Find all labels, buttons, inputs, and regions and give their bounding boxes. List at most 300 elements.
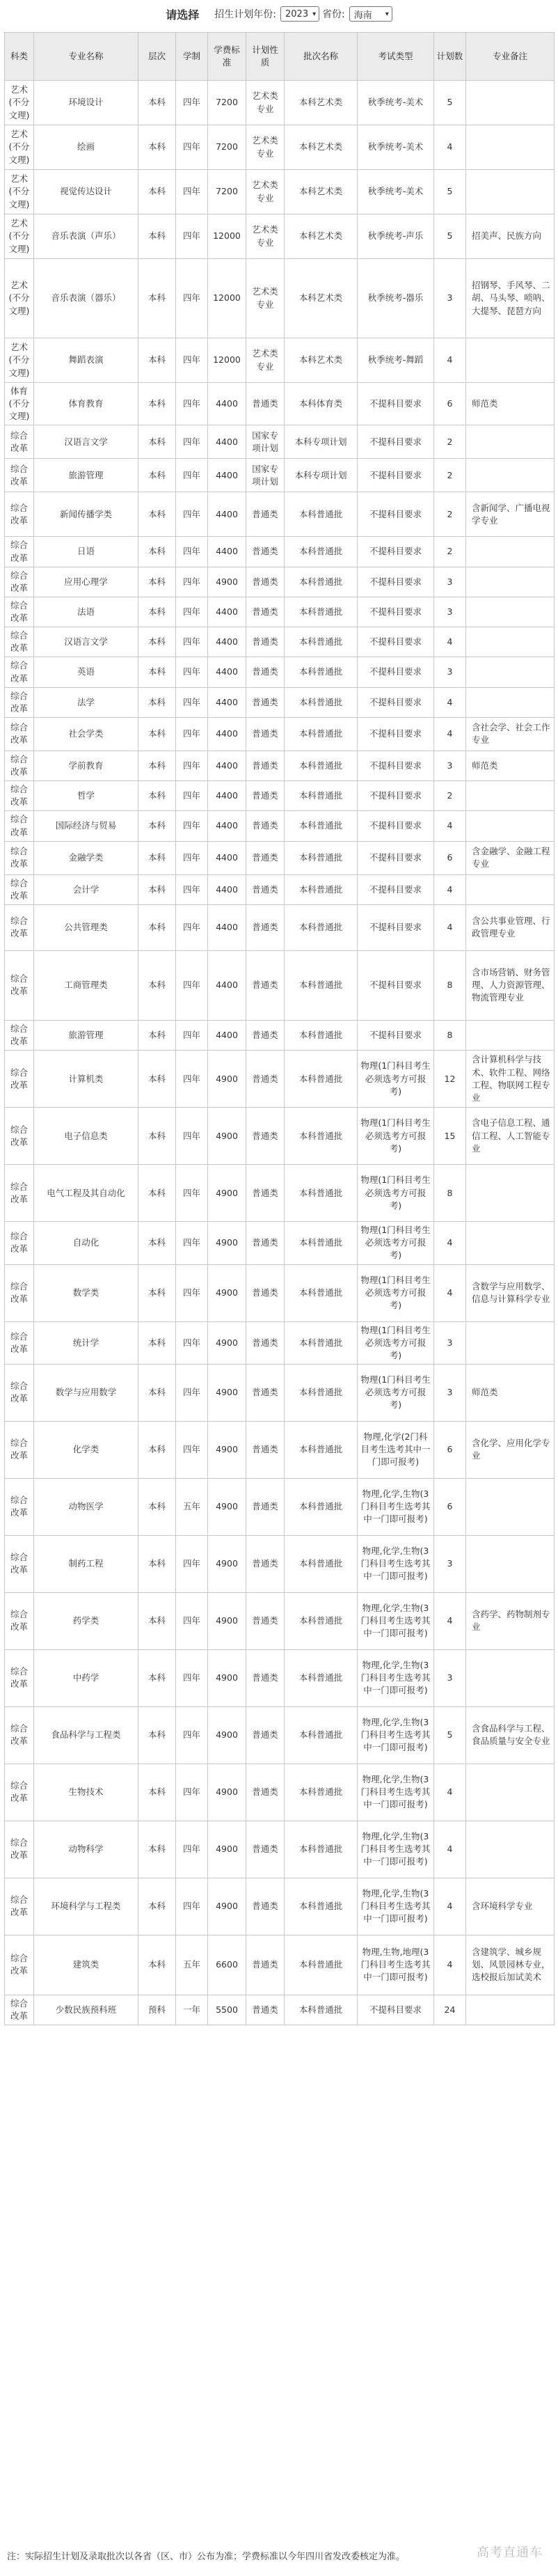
plan-type-cell: 艺术类专业 bbox=[246, 214, 285, 259]
plan-type-cell: 普通类 bbox=[246, 841, 285, 874]
remark-cell: 招美声、民族方向 bbox=[466, 214, 555, 259]
level-cell: 本科 bbox=[138, 1706, 176, 1764]
major-cell: 数学类 bbox=[34, 1264, 138, 1321]
level-cell: 本科 bbox=[138, 950, 176, 1020]
category-cell: 综合改革 bbox=[5, 1535, 34, 1592]
duration-cell: 四年 bbox=[176, 904, 208, 950]
batch-cell: 本科普通批 bbox=[285, 1222, 358, 1264]
remark-cell bbox=[466, 567, 555, 597]
duration-cell: 四年 bbox=[176, 1592, 208, 1649]
duration-cell: 四年 bbox=[176, 1051, 208, 1108]
plan-type-cell: 普通类 bbox=[246, 904, 285, 950]
batch-cell: 本科普通批 bbox=[285, 841, 358, 874]
exam-type-cell: 不提科目要求 bbox=[358, 1995, 434, 2025]
quota-cell: 4 bbox=[434, 874, 466, 904]
major-cell: 自动化 bbox=[34, 1222, 138, 1264]
quota-cell: 3 bbox=[434, 597, 466, 627]
batch-cell: 本科普通批 bbox=[285, 904, 358, 950]
category-cell: 综合改革 bbox=[5, 1878, 34, 1935]
major-cell: 计算机类 bbox=[34, 1051, 138, 1108]
duration-cell: 四年 bbox=[176, 81, 208, 125]
plan-type-cell: 普通类 bbox=[246, 1706, 285, 1764]
duration-cell: 四年 bbox=[176, 1706, 208, 1764]
batch-cell: 本科普通批 bbox=[285, 1051, 358, 1108]
level-cell: 本科 bbox=[138, 259, 176, 338]
level-cell: 本科 bbox=[138, 1935, 176, 1995]
level-cell: 本科 bbox=[138, 214, 176, 259]
duration-cell: 五年 bbox=[176, 1935, 208, 1995]
level-cell: 本科 bbox=[138, 627, 176, 657]
column-header: 学制 bbox=[176, 33, 208, 81]
quota-cell: 12 bbox=[434, 1051, 466, 1108]
remark-cell: 师范类 bbox=[466, 383, 555, 425]
quota-cell: 8 bbox=[434, 1020, 466, 1050]
remark-cell: 含新闻学、广播电视学专业 bbox=[466, 492, 555, 537]
exam-type-cell: 物理(1门科目考生必须选考方可报考) bbox=[358, 1264, 434, 1321]
category-cell: 综合改革 bbox=[5, 1222, 34, 1264]
exam-type-cell: 物理,化学,生物(3门科目考生选考其中一门即可报考) bbox=[358, 1878, 434, 1935]
exam-type-cell: 不提科目要求 bbox=[358, 781, 434, 811]
category-cell: 艺术(不分文理) bbox=[5, 259, 34, 338]
batch-cell: 本科艺术类 bbox=[285, 338, 358, 383]
quota-cell: 6 bbox=[434, 1478, 466, 1535]
level-cell: 本科 bbox=[138, 1222, 176, 1264]
level-cell: 预科 bbox=[138, 1995, 176, 2025]
level-cell: 本科 bbox=[138, 1051, 176, 1108]
year-select[interactable] bbox=[280, 6, 319, 22]
plan-type-cell: 普通类 bbox=[246, 1108, 285, 1165]
plan-type-cell: 国家专项计划 bbox=[246, 425, 285, 459]
plan-type-cell: 普通类 bbox=[246, 1321, 285, 1364]
quota-cell: 2 bbox=[434, 459, 466, 492]
category-cell: 综合改革 bbox=[5, 1706, 34, 1764]
table-row bbox=[5, 1535, 555, 1592]
plan-type-cell: 普通类 bbox=[246, 1222, 285, 1264]
category-cell: 综合改革 bbox=[5, 1364, 34, 1421]
tuition-cell: 4900 bbox=[208, 1592, 246, 1649]
table-row bbox=[5, 170, 555, 214]
table-row bbox=[5, 1935, 555, 1995]
exam-type-cell: 秋季统考-舞蹈 bbox=[358, 338, 434, 383]
duration-cell: 四年 bbox=[176, 1649, 208, 1706]
column-header: 批次名称 bbox=[285, 33, 358, 81]
major-cell: 英语 bbox=[34, 657, 138, 687]
quota-cell: 4 bbox=[434, 338, 466, 383]
quota-cell: 3 bbox=[434, 1649, 466, 1706]
exam-type-cell: 秋季统考-美术 bbox=[358, 81, 434, 125]
exam-type-cell: 物理(1门科目考生必须选考方可报考) bbox=[358, 1165, 434, 1222]
tuition-cell: 12000 bbox=[208, 214, 246, 259]
duration-cell: 四年 bbox=[176, 383, 208, 425]
exam-type-cell: 不提科目要求 bbox=[358, 459, 434, 492]
table-row bbox=[5, 874, 555, 904]
category-cell: 综合改革 bbox=[5, 811, 34, 841]
tuition-cell: 4400 bbox=[208, 751, 246, 780]
category-cell: 综合改革 bbox=[5, 537, 34, 567]
plan-type-cell: 普通类 bbox=[246, 1878, 285, 1935]
level-cell: 本科 bbox=[138, 170, 176, 214]
remark-cell bbox=[466, 781, 555, 811]
remark-cell: 师范类 bbox=[466, 751, 555, 780]
duration-cell: 四年 bbox=[176, 1878, 208, 1935]
tuition-cell: 4400 bbox=[208, 950, 246, 1020]
major-cell: 会计学 bbox=[34, 874, 138, 904]
level-cell: 本科 bbox=[138, 904, 176, 950]
table-row bbox=[5, 125, 555, 170]
table-row bbox=[5, 567, 555, 597]
exam-type-cell: 物理(1门科目考生必须选考方可报考) bbox=[358, 1321, 434, 1364]
batch-cell: 本科体育类 bbox=[285, 383, 358, 425]
province-label: 省份: bbox=[322, 9, 345, 20]
quota-cell: 2 bbox=[434, 781, 466, 811]
plan-type-cell: 普通类 bbox=[246, 1935, 285, 1995]
major-cell: 建筑类 bbox=[34, 1935, 138, 1995]
table-row bbox=[5, 1321, 555, 1364]
table-row bbox=[5, 425, 555, 459]
quota-cell: 5 bbox=[434, 1706, 466, 1764]
level-cell: 本科 bbox=[138, 459, 176, 492]
major-cell: 哲学 bbox=[34, 781, 138, 811]
remark-cell: 招钢琴、手风琴、二胡、马头琴、唢呐、大提琴、琵琶方向 bbox=[466, 259, 555, 338]
remark-cell bbox=[466, 338, 555, 383]
category-cell: 综合改革 bbox=[5, 597, 34, 627]
table-row bbox=[5, 492, 555, 537]
duration-cell: 四年 bbox=[176, 1421, 208, 1478]
exam-type-cell: 物理,化学,生物(3门科目考生选考其中一门即可报考) bbox=[358, 1478, 434, 1535]
major-cell: 音乐表演（声乐） bbox=[34, 214, 138, 259]
level-cell: 本科 bbox=[138, 1020, 176, 1050]
level-cell: 本科 bbox=[138, 1321, 176, 1364]
category-cell: 综合改革 bbox=[5, 627, 34, 657]
plan-type-cell: 普通类 bbox=[246, 811, 285, 841]
tuition-cell: 4900 bbox=[208, 1321, 246, 1364]
plan-type-cell: 普通类 bbox=[246, 627, 285, 657]
remark-cell bbox=[466, 1020, 555, 1050]
province-select[interactable] bbox=[349, 6, 392, 22]
batch-cell: 本科普通批 bbox=[285, 1935, 358, 1995]
major-cell: 食品科学与工程类 bbox=[34, 1706, 138, 1764]
remark-cell: 含数学与应用数学、信息与计算科学专业 bbox=[466, 1264, 555, 1321]
batch-cell: 本科专项计划 bbox=[285, 425, 358, 459]
table-row bbox=[5, 717, 555, 751]
exam-type-cell: 物理(1门科目考生必须选考方可报考) bbox=[358, 1364, 434, 1421]
exam-type-cell: 物理(1门科目考生必须选考方可报考) bbox=[358, 1108, 434, 1165]
exam-type-cell: 物理,化学(2门科目考生选考其中一门即可报考) bbox=[358, 1421, 434, 1478]
duration-cell: 四年 bbox=[176, 627, 208, 657]
batch-cell: 本科普通批 bbox=[285, 717, 358, 751]
remark-cell bbox=[466, 1222, 555, 1264]
column-header: 专业名称 bbox=[34, 33, 138, 81]
exam-type-cell: 物理(1门科目考生必须选考方可报考) bbox=[358, 1051, 434, 1108]
tuition-cell: 4900 bbox=[208, 1649, 246, 1706]
category-cell: 综合改革 bbox=[5, 950, 34, 1020]
category-cell: 综合改革 bbox=[5, 1478, 34, 1535]
quota-cell: 4 bbox=[434, 1264, 466, 1321]
exam-type-cell: 不提科目要求 bbox=[358, 425, 434, 459]
plan-type-cell: 普通类 bbox=[246, 874, 285, 904]
quota-cell: 3 bbox=[434, 567, 466, 597]
quota-cell: 4 bbox=[434, 1764, 466, 1821]
major-cell: 汉语言文学 bbox=[34, 425, 138, 459]
plan-type-cell: 普通类 bbox=[246, 1478, 285, 1535]
duration-cell: 四年 bbox=[176, 874, 208, 904]
tuition-cell: 4400 bbox=[208, 904, 246, 950]
table-row bbox=[5, 1478, 555, 1535]
major-cell: 化学类 bbox=[34, 1421, 138, 1478]
column-header: 科类 bbox=[5, 33, 34, 81]
plan-type-cell: 普通类 bbox=[246, 751, 285, 780]
table-row bbox=[5, 1421, 555, 1478]
major-cell: 金融学类 bbox=[34, 841, 138, 874]
level-cell: 本科 bbox=[138, 567, 176, 597]
remark-cell: 师范类 bbox=[466, 1364, 555, 1421]
quota-cell: 4 bbox=[434, 1222, 466, 1264]
remark-cell bbox=[466, 1764, 555, 1821]
batch-cell: 本科普通批 bbox=[285, 1535, 358, 1592]
batch-cell: 本科普通批 bbox=[285, 1649, 358, 1706]
major-cell: 法语 bbox=[34, 597, 138, 627]
category-cell: 体育(不分文理) bbox=[5, 383, 34, 425]
chevron-down-icon: ▾ bbox=[385, 10, 389, 18]
table-row bbox=[5, 687, 555, 717]
exam-type-cell: 物理,化学,生物(3门科目考生选考其中一门即可报考) bbox=[358, 1821, 434, 1878]
quota-cell: 15 bbox=[434, 1108, 466, 1165]
remark-cell: 含食品科学与工程、食品质量与安全专业 bbox=[466, 1706, 555, 1764]
category-cell: 综合改革 bbox=[5, 781, 34, 811]
duration-cell: 四年 bbox=[176, 1764, 208, 1821]
tuition-cell: 4400 bbox=[208, 425, 246, 459]
tuition-cell: 4900 bbox=[208, 1764, 246, 1821]
batch-cell: 本科普通批 bbox=[285, 492, 358, 537]
quota-cell: 8 bbox=[434, 1165, 466, 1222]
quota-cell: 5 bbox=[434, 170, 466, 214]
batch-cell: 本科普通批 bbox=[285, 597, 358, 627]
table-row bbox=[5, 1108, 555, 1165]
plan-type-cell: 普通类 bbox=[246, 657, 285, 687]
major-cell: 国际经济与贸易 bbox=[34, 811, 138, 841]
remark-cell bbox=[466, 687, 555, 717]
level-cell: 本科 bbox=[138, 1364, 176, 1421]
watermark: 高考直通车 bbox=[477, 2545, 543, 2560]
tuition-cell: 4400 bbox=[208, 811, 246, 841]
batch-cell: 本科普通批 bbox=[285, 1878, 358, 1935]
batch-cell: 本科普通批 bbox=[285, 781, 358, 811]
category-cell: 综合改革 bbox=[5, 687, 34, 717]
table-row bbox=[5, 1995, 555, 2025]
chevron-down-icon: ▾ bbox=[312, 10, 317, 18]
table-header-row bbox=[5, 33, 555, 81]
remark-cell bbox=[466, 657, 555, 687]
tuition-cell: 4900 bbox=[208, 1478, 246, 1535]
tuition-cell: 4400 bbox=[208, 874, 246, 904]
column-header: 专业备注 bbox=[466, 33, 555, 81]
quota-cell: 4 bbox=[434, 717, 466, 751]
quota-cell: 3 bbox=[434, 1321, 466, 1364]
tuition-cell: 4400 bbox=[208, 717, 246, 751]
remark-cell bbox=[466, 425, 555, 459]
major-cell: 法学 bbox=[34, 687, 138, 717]
major-cell: 学前教育 bbox=[34, 751, 138, 780]
remark-cell bbox=[466, 811, 555, 841]
major-cell: 绘画 bbox=[34, 125, 138, 170]
major-cell: 工商管理类 bbox=[34, 950, 138, 1020]
remark-cell: 含公共事业管理、行政管理专业 bbox=[466, 904, 555, 950]
column-header: 层次 bbox=[138, 33, 176, 81]
table-row bbox=[5, 214, 555, 259]
remark-cell bbox=[466, 1321, 555, 1364]
exam-type-cell: 物理,生物,地理(3门科目考生选考其中一门即可报考) bbox=[358, 1935, 434, 1995]
duration-cell: 四年 bbox=[176, 751, 208, 780]
level-cell: 本科 bbox=[138, 1764, 176, 1821]
duration-cell: 四年 bbox=[176, 597, 208, 627]
duration-cell: 四年 bbox=[176, 1108, 208, 1165]
duration-cell: 四年 bbox=[176, 781, 208, 811]
tuition-cell: 4900 bbox=[208, 1264, 246, 1321]
remark-cell bbox=[466, 81, 555, 125]
duration-cell: 四年 bbox=[176, 214, 208, 259]
exam-type-cell: 秋季统考-美术 bbox=[358, 170, 434, 214]
table-body bbox=[5, 81, 555, 2025]
level-cell: 本科 bbox=[138, 781, 176, 811]
batch-cell: 本科普通批 bbox=[285, 950, 358, 1020]
level-cell: 本科 bbox=[138, 1592, 176, 1649]
level-cell: 本科 bbox=[138, 874, 176, 904]
major-cell: 舞蹈表演 bbox=[34, 338, 138, 383]
category-cell: 综合改革 bbox=[5, 1051, 34, 1108]
plan-type-cell: 艺术类专业 bbox=[246, 81, 285, 125]
tuition-cell: 4900 bbox=[208, 567, 246, 597]
major-cell: 动物医学 bbox=[34, 1478, 138, 1535]
category-cell: 综合改革 bbox=[5, 657, 34, 687]
category-cell: 综合改革 bbox=[5, 1649, 34, 1706]
exam-type-cell: 不提科目要求 bbox=[358, 537, 434, 567]
major-cell: 新闻传播学类 bbox=[34, 492, 138, 537]
plan-type-cell: 艺术类专业 bbox=[246, 259, 285, 338]
tuition-cell: 12000 bbox=[208, 338, 246, 383]
quota-cell: 5 bbox=[434, 81, 466, 125]
category-cell: 综合改革 bbox=[5, 567, 34, 597]
category-cell: 综合改革 bbox=[5, 459, 34, 492]
quota-cell: 3 bbox=[434, 657, 466, 687]
level-cell: 本科 bbox=[138, 1535, 176, 1592]
plan-type-cell: 国家专项计划 bbox=[246, 459, 285, 492]
plan-type-cell: 普通类 bbox=[246, 1051, 285, 1108]
exam-type-cell: 不提科目要求 bbox=[358, 1020, 434, 1050]
duration-cell: 四年 bbox=[176, 950, 208, 1020]
duration-cell: 四年 bbox=[176, 259, 208, 338]
major-cell: 公共管理类 bbox=[34, 904, 138, 950]
exam-type-cell: 不提科目要求 bbox=[358, 627, 434, 657]
major-cell: 中药学 bbox=[34, 1649, 138, 1706]
level-cell: 本科 bbox=[138, 492, 176, 537]
remark-cell bbox=[466, 597, 555, 627]
admission-plan-table-wrapper bbox=[4, 32, 554, 2025]
category-cell: 艺术(不分文理) bbox=[5, 338, 34, 383]
quota-cell: 4 bbox=[434, 1878, 466, 1935]
level-cell: 本科 bbox=[138, 1421, 176, 1478]
batch-cell: 本科普通批 bbox=[285, 751, 358, 780]
province-select-value: 海南 bbox=[353, 10, 372, 21]
quota-cell: 2 bbox=[434, 537, 466, 567]
table-row bbox=[5, 1649, 555, 1706]
plan-type-cell: 普通类 bbox=[246, 597, 285, 627]
table-row bbox=[5, 597, 555, 627]
category-cell: 综合改革 bbox=[5, 1764, 34, 1821]
level-cell: 本科 bbox=[138, 1264, 176, 1321]
quota-cell: 6 bbox=[434, 841, 466, 874]
quota-cell: 2 bbox=[434, 425, 466, 459]
tuition-cell: 7200 bbox=[208, 170, 246, 214]
duration-cell: 四年 bbox=[176, 1165, 208, 1222]
plan-type-cell: 普通类 bbox=[246, 1995, 285, 2025]
year-select-value: 2023 bbox=[285, 8, 309, 19]
duration-cell: 四年 bbox=[176, 657, 208, 687]
batch-cell: 本科普通批 bbox=[285, 567, 358, 597]
quota-cell: 4 bbox=[434, 904, 466, 950]
tuition-cell: 7200 bbox=[208, 125, 246, 170]
category-cell: 综合改革 bbox=[5, 1935, 34, 1995]
table-row bbox=[5, 1706, 555, 1764]
quota-cell: 4 bbox=[434, 1592, 466, 1649]
major-cell: 社会学类 bbox=[34, 717, 138, 751]
category-cell: 综合改革 bbox=[5, 1264, 34, 1321]
major-cell: 应用心理学 bbox=[34, 567, 138, 597]
tuition-cell: 4900 bbox=[208, 1706, 246, 1764]
duration-cell: 四年 bbox=[176, 1264, 208, 1321]
category-cell: 综合改革 bbox=[5, 1321, 34, 1364]
plan-type-cell: 普通类 bbox=[246, 1764, 285, 1821]
duration-cell: 四年 bbox=[176, 567, 208, 597]
plan-type-cell: 普通类 bbox=[246, 492, 285, 537]
plan-type-cell: 普通类 bbox=[246, 687, 285, 717]
year-label: 招生计划年份: bbox=[214, 9, 276, 20]
level-cell: 本科 bbox=[138, 81, 176, 125]
tuition-cell: 4400 bbox=[208, 627, 246, 657]
tuition-cell: 4400 bbox=[208, 687, 246, 717]
exam-type-cell: 物理,化学,生物(3门科目考生选考其中一门即可报考) bbox=[358, 1764, 434, 1821]
quota-cell: 2 bbox=[434, 492, 466, 537]
level-cell: 本科 bbox=[138, 383, 176, 425]
batch-cell: 本科普通批 bbox=[285, 874, 358, 904]
quota-cell: 4 bbox=[434, 811, 466, 841]
tuition-cell: 4400 bbox=[208, 492, 246, 537]
duration-cell: 四年 bbox=[176, 170, 208, 214]
plan-type-cell: 普通类 bbox=[246, 950, 285, 1020]
tuition-cell: 4400 bbox=[208, 597, 246, 627]
table-row bbox=[5, 781, 555, 811]
batch-cell: 本科普通批 bbox=[285, 1821, 358, 1878]
major-cell: 动物科学 bbox=[34, 1821, 138, 1878]
table-row bbox=[5, 81, 555, 125]
major-cell: 视觉传达设计 bbox=[34, 170, 138, 214]
admission-plan-table bbox=[4, 32, 555, 2025]
level-cell: 本科 bbox=[138, 841, 176, 874]
plan-type-cell: 普通类 bbox=[246, 1264, 285, 1321]
category-cell: 综合改革 bbox=[5, 751, 34, 780]
footer-note: 注：实际招生计划及录取批次以各省（区、市）公布为准；学费标准以今年四川省发改委核定为准。 bbox=[7, 2552, 406, 2562]
plan-type-cell: 艺术类专业 bbox=[246, 125, 285, 170]
category-cell: 艺术(不分文理) bbox=[5, 170, 34, 214]
exam-type-cell: 物理,化学,生物(3门科目考生选考其中一门即可报考) bbox=[358, 1649, 434, 1706]
tuition-cell: 4400 bbox=[208, 383, 246, 425]
level-cell: 本科 bbox=[138, 657, 176, 687]
duration-cell: 五年 bbox=[176, 1478, 208, 1535]
major-cell: 统计学 bbox=[34, 1321, 138, 1364]
exam-type-cell: 秋季统考-美术 bbox=[358, 125, 434, 170]
plan-type-cell: 普通类 bbox=[246, 1535, 285, 1592]
plan-type-cell: 普通类 bbox=[246, 1020, 285, 1050]
batch-cell: 本科普通批 bbox=[285, 1421, 358, 1478]
